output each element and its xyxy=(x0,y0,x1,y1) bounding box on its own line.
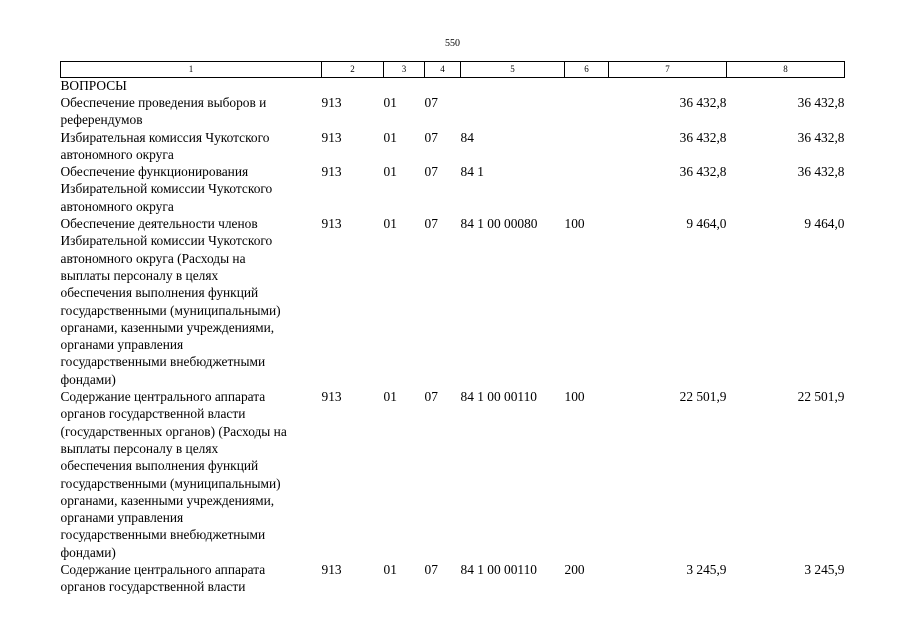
cell-item-name xyxy=(61,215,322,388)
cell-amount-col8: 3 245,9 xyxy=(804,562,845,578)
header-col-2: 2 xyxy=(322,62,384,78)
cell-expense-type xyxy=(565,94,609,129)
item-name-line: (государственных органов) (Расходы на xyxy=(60,423,287,439)
cell-expense-type: 100 xyxy=(564,389,585,405)
table-row xyxy=(61,215,845,388)
item-name-line: Обеспечение функционирования xyxy=(60,164,249,180)
table-row xyxy=(61,561,845,596)
item-name-line: государственными (муниципальными) xyxy=(60,302,281,318)
item-name-line: органов государственной власти xyxy=(60,579,246,595)
cell-amount-col7: 3 245,9 xyxy=(686,562,727,578)
cell-item-name xyxy=(61,388,322,561)
header-row xyxy=(61,62,845,78)
item-name-line: Обеспечение деятельности членов xyxy=(60,216,258,232)
cell-section: 01 xyxy=(383,95,397,110)
header-col-5: 5 xyxy=(461,62,565,78)
cell-section: 01 xyxy=(383,562,397,578)
item-name-line: обеспечения выполнения функций xyxy=(60,458,259,474)
header-col-1: 1 xyxy=(61,62,322,78)
item-name-line: автономного округа (Расходы на xyxy=(60,250,246,266)
item-name-line: Содержание центрального аппарата xyxy=(60,389,266,405)
item-name-line: автономного округа xyxy=(60,146,174,162)
item-name-line: Обеспечение проведения выборов и xyxy=(60,95,267,110)
item-name-line: Избирательной комиссии Чукотского xyxy=(60,233,273,249)
cell-amount-col8: 36 432,8 xyxy=(797,95,845,110)
cell-expense-type: 200 xyxy=(564,562,585,578)
cell-subsection: 07 xyxy=(424,164,438,180)
cell-section: 01 xyxy=(383,129,397,145)
cell-admin-code: 913 xyxy=(321,562,342,578)
cell-subsection: 07 xyxy=(424,562,438,578)
cell-amount-col7: 36 432,8 xyxy=(679,95,727,110)
cell-expense-type: 100 xyxy=(564,216,585,232)
cell-item-name xyxy=(61,561,322,596)
item-name-line: выплаты персоналу в целях xyxy=(60,440,219,456)
cell-amount-col7: 36 432,8 xyxy=(679,164,727,180)
cell-expense-type xyxy=(565,163,609,215)
cell-amount-col8: 36 432,8 xyxy=(797,129,845,145)
table-row xyxy=(61,388,845,561)
header-col-8: 8 xyxy=(727,62,845,78)
item-name-line: государственными (муниципальными) xyxy=(60,475,281,491)
item-name-line: государственными внебюджетными xyxy=(60,354,266,370)
item-name-line: фондами) xyxy=(60,371,116,387)
table-body xyxy=(61,78,845,596)
table-row xyxy=(61,163,845,215)
cell-admin-code: 913 xyxy=(321,95,342,110)
item-name-line: обеспечения выполнения функций xyxy=(60,285,259,301)
item-name-line: Содержание центрального аппарата xyxy=(60,562,266,578)
item-name-line: органов государственной власти xyxy=(60,406,246,422)
cell-section: 01 xyxy=(383,216,397,232)
item-name-line: органами управления xyxy=(60,337,184,353)
cell-expense-type xyxy=(565,129,609,164)
table-row xyxy=(61,94,845,129)
header-col-3: 3 xyxy=(384,62,425,78)
item-name-line: органами управления xyxy=(60,510,184,526)
item-name-line: органами, казенными учреждениями, xyxy=(60,492,275,508)
cell-admin-code: 913 xyxy=(321,216,342,232)
cell-target-article: 84 1 00 00110 xyxy=(460,562,537,578)
table-header xyxy=(61,62,845,78)
cell-section: 01 xyxy=(383,164,397,180)
cell-item-name xyxy=(61,129,322,164)
header-col-6: 6 xyxy=(565,62,609,78)
item-name-line: фондами) xyxy=(60,544,116,560)
item-name-line: Избирательной комиссии Чукотского xyxy=(60,181,273,197)
cell-admin-code: 913 xyxy=(321,129,342,145)
cell-admin-code: 913 xyxy=(321,164,342,180)
budget-table xyxy=(60,61,845,596)
table-row xyxy=(61,129,845,164)
cell-target-article: 84 1 xyxy=(460,164,484,180)
page-number: 550 xyxy=(445,38,460,49)
cell-subsection: 07 xyxy=(424,216,438,232)
cell-amount-col8: 36 432,8 xyxy=(797,164,845,180)
cell-subsection: 07 xyxy=(424,129,438,145)
cell-target-article: 84 1 00 00080 xyxy=(460,216,538,232)
cell-target-article: 84 xyxy=(460,129,474,145)
item-name-line: референдумов xyxy=(60,112,143,128)
cell-subsection: 07 xyxy=(424,95,438,110)
header-col-4: 4 xyxy=(425,62,461,78)
header-col-7: 7 xyxy=(609,62,727,78)
cell-subsection: 07 xyxy=(424,389,438,405)
cell-section: 01 xyxy=(383,389,397,405)
item-name-line: выплаты персоналу в целях xyxy=(60,267,219,283)
cell-item-name xyxy=(61,94,322,129)
item-name-line: Избирательная комиссия Чукотского xyxy=(60,129,270,145)
item-name-line: государственными внебюджетными xyxy=(60,527,266,543)
cell-target-article xyxy=(461,94,565,129)
item-name-line: органами, казенными учреждениями, xyxy=(60,319,275,335)
item-name-line: автономного округа xyxy=(60,198,174,214)
cell-item-name xyxy=(61,163,322,215)
cell-target-article: 84 1 00 00110 xyxy=(460,389,537,405)
cell-amount-col8: 22 501,9 xyxy=(797,389,845,405)
cell-amount-col7: 9 464,0 xyxy=(686,216,727,232)
cell-admin-code: 913 xyxy=(321,389,342,405)
cell-amount-col7: 22 501,9 xyxy=(679,389,727,405)
cell-amount-col8: 9 464,0 xyxy=(804,216,845,232)
cell-amount-col7: 36 432,8 xyxy=(679,129,727,145)
section-title: ВОПРОСЫ xyxy=(60,78,127,93)
section-title-row xyxy=(61,78,845,95)
